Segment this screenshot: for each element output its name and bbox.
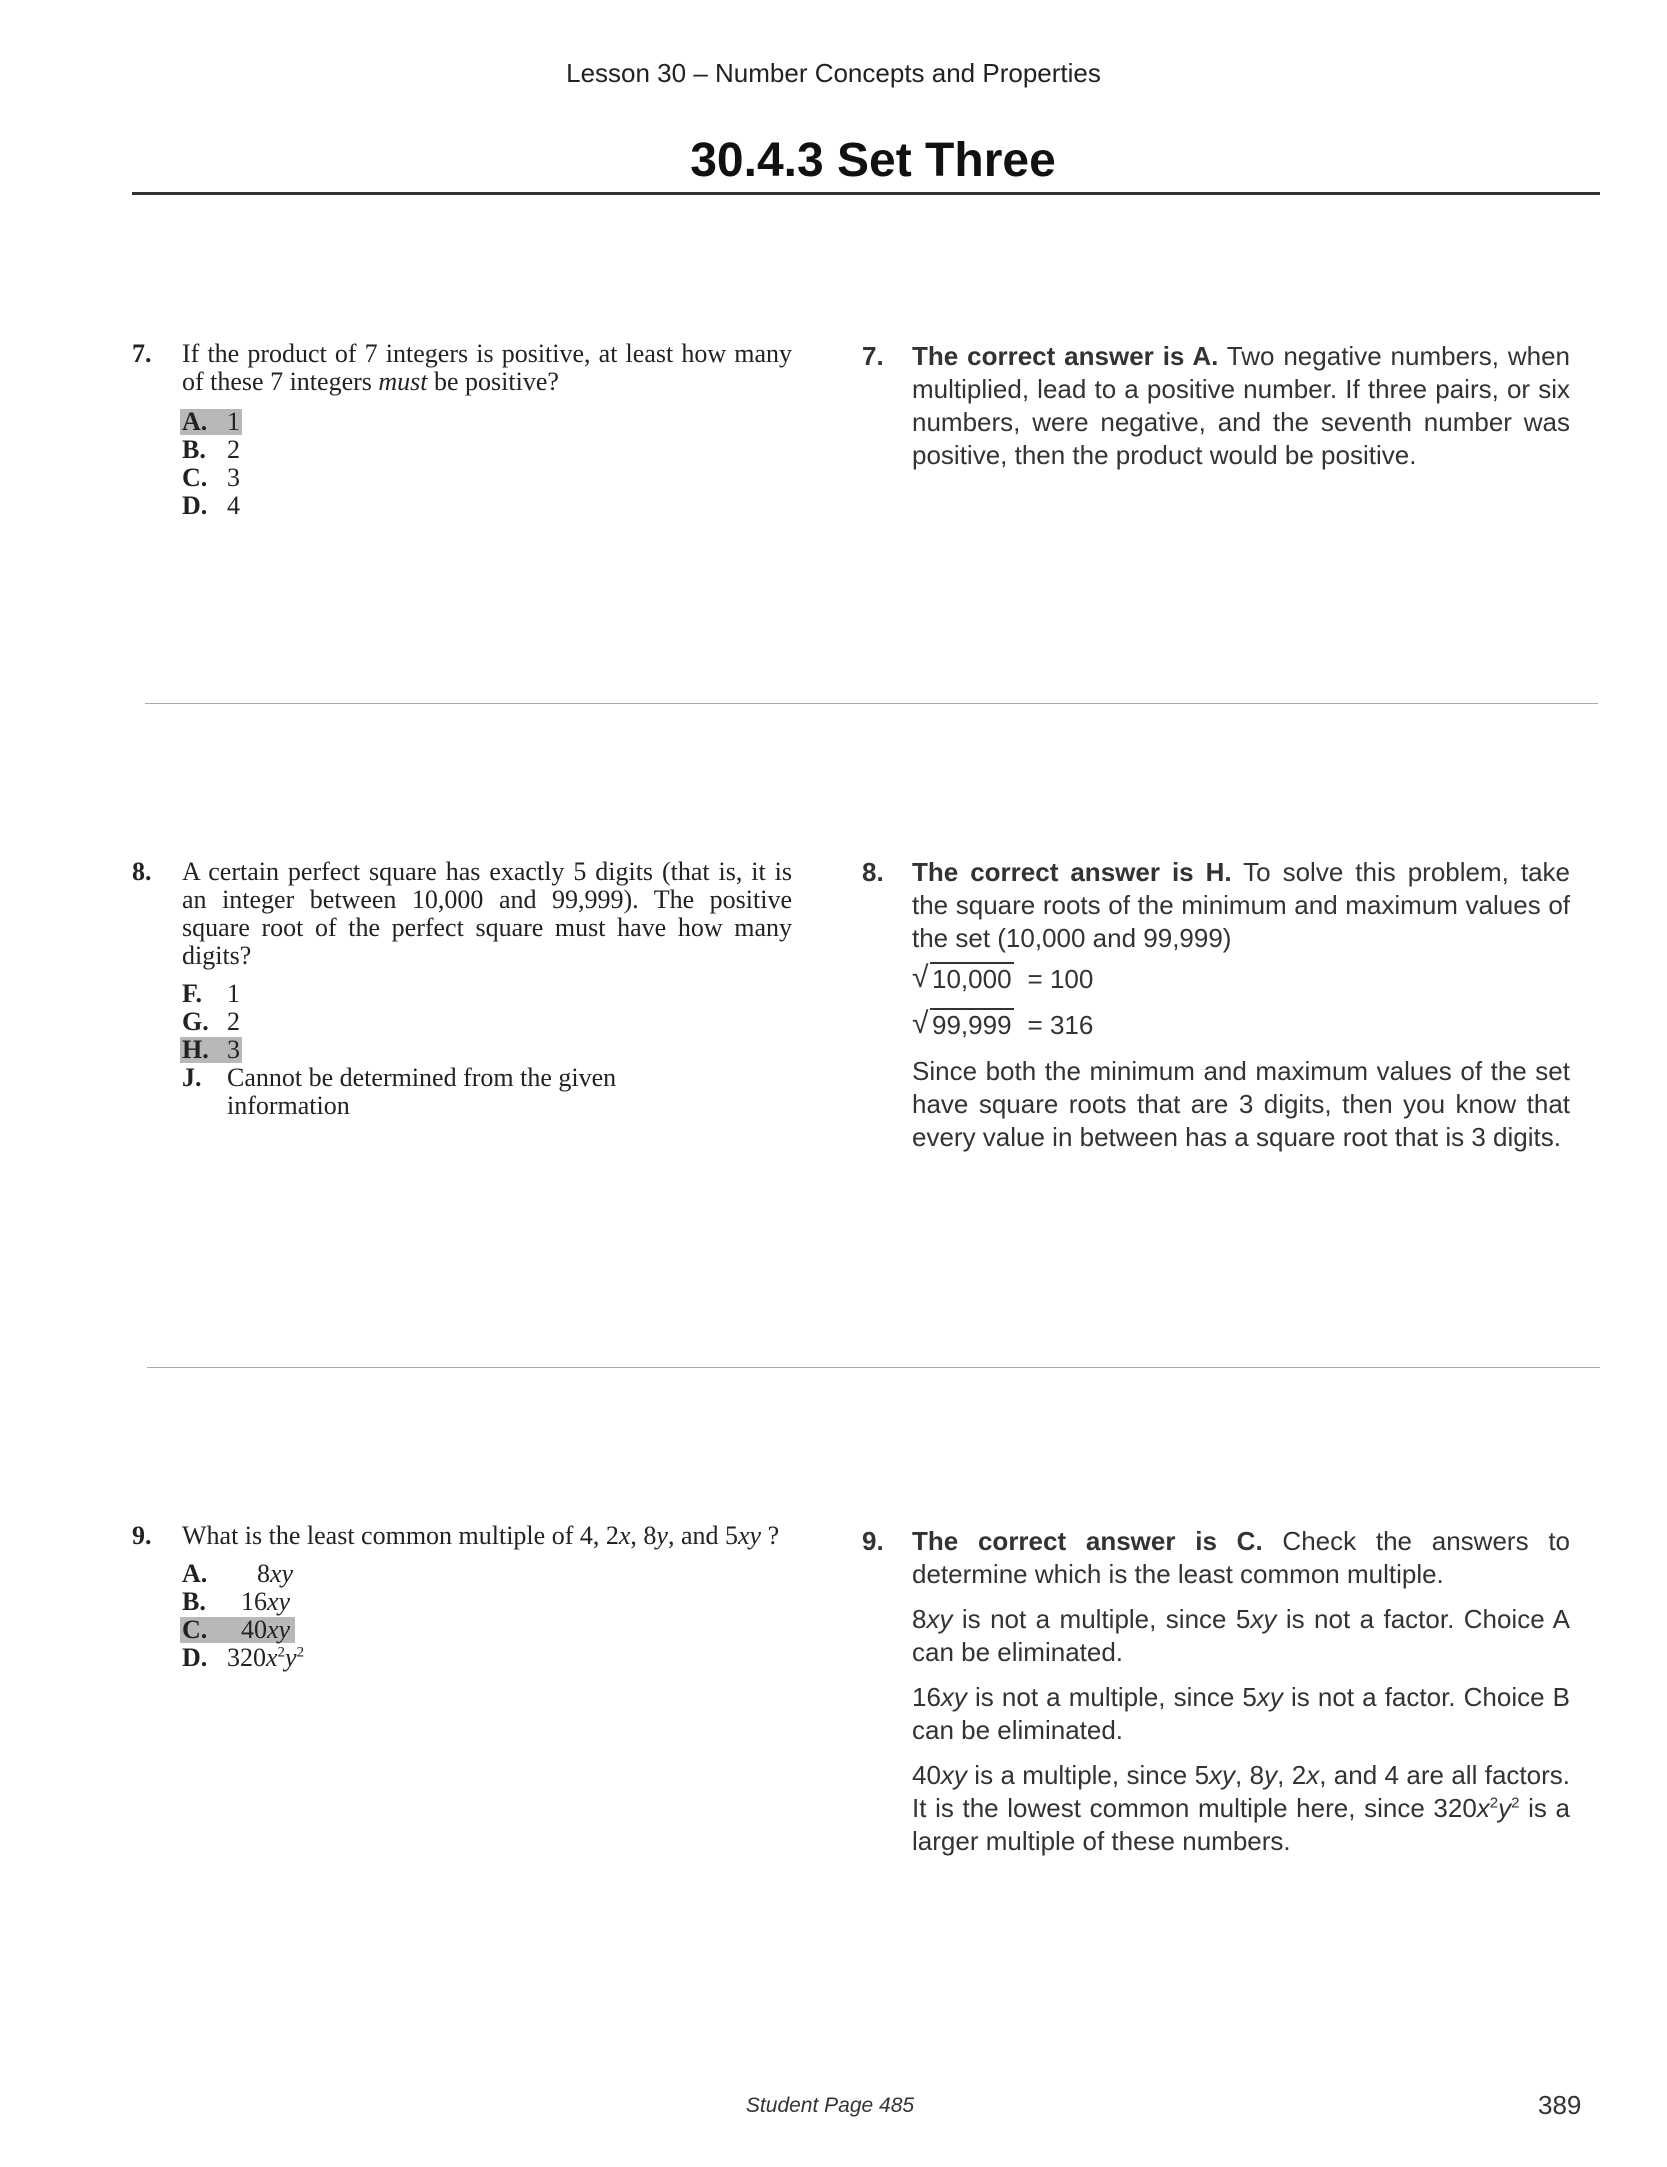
option-g[interactable]: G. 2 [182, 1007, 240, 1036]
answer-lead: The correct answer is C. [912, 1526, 1263, 1556]
answer-paragraph-1: 8xy is not a multiple, since 5xy is not a factor. Choice A can be eliminated. [912, 1604, 1570, 1667]
answer-text: Two negative numbers, when multiplied, lead to a positive number. If three pairs, or six numbers, were negative, and the seventh number was positive, then the product would be positive. [912, 341, 1570, 470]
answer-lead: The correct answer is H. [912, 857, 1232, 887]
answer-9 [862, 1525, 1570, 1858]
option-b[interactable]: B. 16xy [182, 1587, 291, 1616]
question-number: 9. [132, 1521, 152, 1550]
page-title: 30.4.3 Set Three [690, 134, 1056, 187]
answer-number: 9. [862, 1526, 884, 1556]
option-d[interactable]: D. 4 [182, 491, 240, 520]
question-text: What is the least common multiple of 4, 2x, 8y, and 5xy ? [182, 1521, 780, 1550]
lesson-header: Lesson 30 – Number Concepts and Properties [566, 58, 1101, 88]
answer-options [182, 980, 792, 1120]
option-b[interactable]: B. 2 [182, 435, 240, 464]
answer-conclusion: Since both the minimum and maximum values of the set have square roots that are 3 digits, then you know that every value in between has a square root that is 3 digits. [912, 1056, 1570, 1152]
option-d[interactable]: D. $320x^2y^2$ [182, 1643, 305, 1672]
question-7 [132, 340, 792, 520]
answer-text: Check the answers to determine which is the least common multiple. [912, 1526, 1571, 1589]
answer-options [182, 408, 792, 520]
page-number: 389 [1538, 2090, 1582, 2120]
answer-7 [862, 340, 1570, 472]
answer-options [182, 1560, 792, 1672]
option-h[interactable]: H. 3 [182, 1035, 240, 1064]
answer-8 [862, 856, 1570, 1154]
question-8 [132, 858, 792, 1120]
question-9 [132, 1522, 792, 1672]
section-divider [145, 703, 1598, 704]
answer-number: 8. [862, 857, 884, 887]
question-number: 7. [132, 339, 152, 368]
question-text: If the product of 7 integers is positive, at least how many of these 7 integers must be positive? [182, 339, 792, 396]
student-page-footer: Student Page 485 [745, 2094, 915, 2117]
answer-paragraph-2: 16xy is not a multiple, since 5xy is not a factor. Choice B can be eliminated. [912, 1682, 1570, 1745]
question-text: A certain perfect square has exactly 5 digits (that is, it is an integer between 10,000 and 99,999). The positive square root of the perfect square must have how many digits? [182, 857, 792, 970]
option-a[interactable]: A. 8xy [182, 1559, 294, 1588]
answer-text: To solve this problem, take the square roots of the minimum and maximum values of the set (10,000 and 99,999) [912, 857, 1571, 953]
option-c[interactable]: C. 40xy [182, 1616, 792, 1644]
answer-number: 7. [862, 341, 884, 371]
sqrt-equation-2: √ 99,999 = 316 [912, 1007, 1094, 1040]
option-a[interactable]: A. 1 [182, 407, 240, 436]
option-f[interactable]: F. 1 [182, 979, 240, 1008]
answer-lead: The correct answer is A. [912, 341, 1219, 371]
sqrt-equation-1: √ 10,000 = 100 [912, 961, 1094, 994]
question-number: 8. [132, 857, 152, 886]
answer-paragraph-3: 40xy is a multiple, since 5xy, 8y, 2x, and 4 are all factors. It is the lowest common multiple here, since $320x^2y^2$ is a larger multiple of these numbers. [912, 1760, 1570, 1856]
option-c[interactable]: C. 3 [182, 463, 240, 492]
title-rule [132, 192, 1600, 195]
section-divider [147, 1367, 1600, 1368]
option-j[interactable]: J. Cannot be determined from the given information [182, 1063, 617, 1120]
